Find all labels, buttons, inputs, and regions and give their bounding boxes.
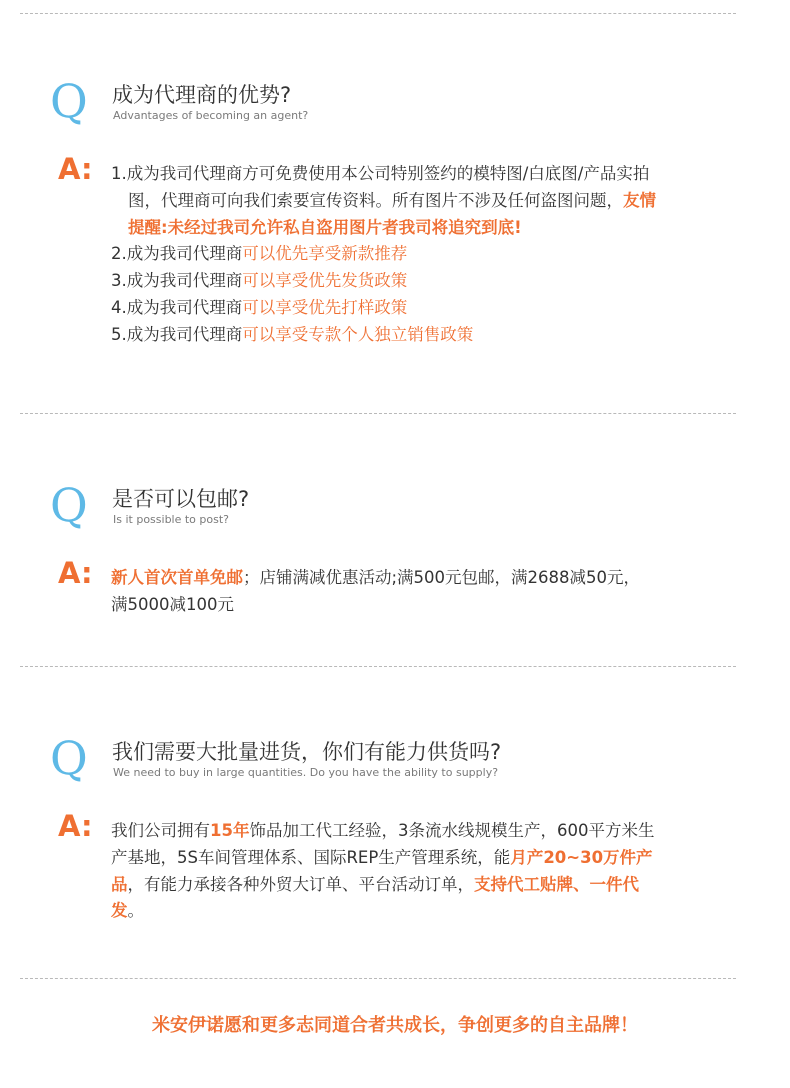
- free-shipping-highlight: 新人首次首单免邮: [111, 568, 243, 587]
- footer-slogan: 米安伊诺愿和更多志同道合者共成长，争创更多的自主品牌！: [152, 1015, 638, 1036]
- answer-body: [111, 565, 656, 619]
- divider-top: [20, 13, 736, 14]
- answer-item-1: 1.成为我司代理商方可免费使用本公司特别签约的模特图/白底图/产品实拍图，代理商可向我们索要宣传资料。所有图片不涉及任何盗图问题，友情提醒:未经过我司允许私自盗用图片者我司将追究到底!: [111, 164, 656, 237]
- faq-section-agent-advantages: [0, 74, 790, 388]
- question-title: 成为代理商的优势?: [112, 83, 292, 107]
- answer-text: 我们公司拥有15年饰品加工代工经验，3条流水线规模生产，600平方米生产基地，5S车间管理体系、国际REP生产管理系统，能月产20~30万件产品，有能力承接各种外贸大订单、平台活动订单，支持代工贴牌、一件代发。: [111, 821, 655, 921]
- answer-item-3: 3.成为我司代理商可以享受优先发货政策: [111, 271, 408, 291]
- years-highlight: 15年: [210, 821, 250, 840]
- q-icon: Q: [50, 478, 88, 532]
- answer-body: [111, 161, 656, 349]
- divider-3: [20, 978, 736, 979]
- warning-highlight: 友情提醒:未经过我司允许私自盗用图片者我司将追究到底!: [128, 190, 656, 237]
- a-icon: A:: [58, 152, 93, 186]
- answer-item-4: 4.成为我司代理商可以享受优先打样政策: [111, 297, 408, 317]
- answer-body: [111, 818, 656, 925]
- answer-item-5: 5.成为我司代理商可以享受专款个人独立销售政策: [111, 324, 474, 344]
- question-title: 我们需要大批量进货，你们有能力供货吗?: [112, 740, 502, 764]
- oem-highlight: 支持代工贴牌、一件代发: [111, 874, 639, 921]
- question-title: 是否可以包邮?: [112, 487, 250, 511]
- faq-section-bulk-supply: [0, 731, 790, 955]
- faq-section-free-shipping: [0, 478, 790, 632]
- question-subtitle: Is it possible to post?: [113, 513, 230, 526]
- question-subtitle: We need to buy in large quantities. Do you have the ability to supply?: [113, 766, 499, 779]
- question-subtitle: Advantages of becoming an agent?: [113, 109, 309, 122]
- divider-2: [20, 666, 736, 667]
- q-icon: Q: [50, 731, 88, 785]
- capacity-highlight: 月产20~30万件产品: [111, 847, 653, 894]
- answer-item-2: 2.成为我司代理商可以优先享受新款推荐: [111, 244, 408, 264]
- divider-1: [20, 413, 736, 414]
- a-icon: A:: [58, 809, 93, 843]
- a-icon: A:: [58, 556, 93, 590]
- q-icon: Q: [50, 74, 88, 128]
- answer-text: 新人首次首单免邮；店铺满减优惠活动;满500元包邮，满2688减50元，满5000减100元: [111, 568, 641, 614]
